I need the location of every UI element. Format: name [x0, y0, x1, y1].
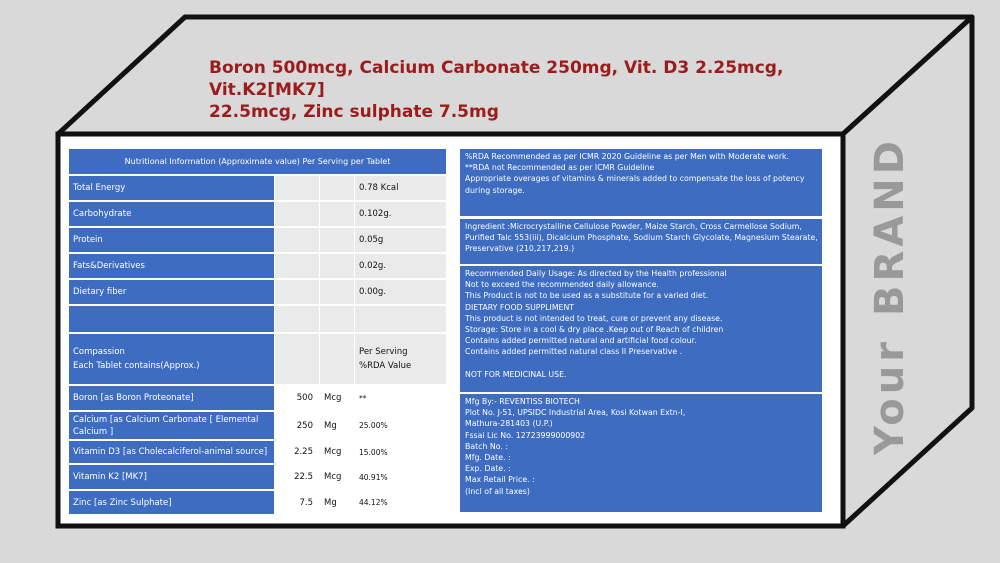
row-value: 0.05g — [355, 228, 446, 252]
ingredient-qty: 7.5 — [275, 491, 319, 514]
usage-note-panel — [460, 266, 822, 392]
mfg-note-line: Mfg By:- REVENTISS BIOTECH — [465, 397, 580, 406]
ingredient-label: Calcium [as Calcium Carbonate [ Elemental Calcium ] — [69, 412, 274, 439]
rda-note-line: **RDA not Recommended as per ICMR Guideline — [465, 163, 655, 173]
ingredient-label: Zinc [as Zinc Sulphate] — [69, 491, 274, 514]
row-label: Dietary fiber — [69, 280, 274, 304]
compassion-value-1: Per Serving — [359, 347, 408, 357]
ingredient-label: Vitamin K2 [MK7] — [69, 465, 274, 489]
row-label: Fats&Derivatives — [69, 254, 274, 278]
row-qty — [275, 176, 319, 200]
table-row-empty — [69, 306, 446, 332]
ingredient-label: Vitamin D3 [as Cholecalciferol-animal source] — [69, 441, 274, 463]
ingredient-row — [69, 441, 446, 463]
rda-note-line: during storage. — [465, 185, 525, 195]
ingredient-qty: 250 — [275, 412, 319, 439]
ingredient-unit: Mcg — [320, 441, 354, 463]
row-unit — [320, 280, 354, 304]
usage-note-line: This Product is not to be used as a substitute for a varied diet. — [465, 291, 709, 301]
rda-note-line: Appropriate overages of vitamins & minerals added to compensate the loss of potency — [465, 174, 805, 184]
mfg-note-line: Max Retail Price. : — [465, 475, 535, 485]
mfg-note-panel — [460, 394, 822, 512]
mfg-note-line: Exp. Date. : — [465, 464, 511, 474]
row-qty — [275, 228, 319, 252]
mfg-note-line: Mfg. Date. : — [465, 453, 511, 463]
ingredient-unit: Mg — [320, 491, 354, 514]
ingredient-note-line: Ingredient :Microcrystalline Cellulose Powder, Maize Starch, Cross Carmellose Sodium, — [465, 222, 802, 231]
rda-note-line: %RDA Recommended as per ICMR 2020 Guideline as per Men with Moderate work. — [465, 152, 790, 161]
table-row — [69, 254, 446, 278]
ingredient-qty: 500 — [275, 386, 319, 410]
compassion-label — [69, 334, 274, 384]
product-headline — [209, 57, 849, 123]
rda-note-panel — [460, 149, 822, 216]
row-value — [355, 306, 446, 332]
row-unit — [320, 176, 354, 200]
compassion-label-2: Each Tablet contains(Approx.) — [73, 361, 200, 371]
row-label — [69, 306, 274, 332]
row-label: Carbohydrate — [69, 202, 274, 226]
brand-word-1: Your — [867, 338, 913, 455]
row-label: Total Energy — [69, 176, 274, 200]
mfg-note-line: Plot No. J-51, UPSIDC Industrial Area, Kosi Kotwan Extn-I, — [465, 408, 686, 418]
brand-mark — [855, 95, 925, 455]
usage-note-line: This product is not intended to treat, cure or prevent any disease. — [465, 313, 723, 323]
nutrition-table-header: Nutritional Information (Approximate value) Per Serving per Tablet — [69, 149, 446, 174]
ingredient-note-line: Purified Talc 553(iii), Dicalcium Phosphate, Sodium Starch Glycolate, Magnesium Stearate, — [465, 233, 818, 243]
row-value: 0.78 Kcal — [355, 176, 446, 200]
usage-note-line: Storage: Store in a cool & dry place .Keep out of Reach of children — [465, 325, 724, 335]
usage-note-line: Contains added permitted natural class II Preservative . — [465, 347, 683, 357]
ingredient-rda: ** — [355, 386, 446, 410]
table-row — [69, 176, 446, 200]
row-qty — [275, 254, 319, 278]
ingredient-row — [69, 491, 446, 514]
row-unit — [320, 254, 354, 278]
mfg-note-line: Fssai Lic No. 12723999000902 — [465, 430, 586, 440]
ingredient-rda: 40.91% — [355, 465, 446, 489]
row-unit — [320, 306, 354, 332]
table-row — [69, 202, 446, 226]
ingredient-qty: 22.5 — [275, 465, 319, 489]
row-value: 0.00g. — [355, 280, 446, 304]
compassion-label-1: Compassion — [73, 347, 125, 357]
ingredient-row — [69, 386, 446, 410]
ingredient-rda: 25.00% — [355, 412, 446, 439]
ingredient-rda: 15.00% — [355, 441, 446, 463]
ingredient-note-panel — [460, 219, 822, 264]
ingredient-row — [69, 412, 446, 439]
headline-line-2: 22.5mcg, Zinc sulphate 7.5mg — [209, 102, 499, 122]
ingredient-label: Boron [as Boron Proteonate] — [69, 386, 274, 410]
usage-note-line: Contains added permitted natural and artificial food colour. — [465, 336, 697, 346]
mfg-note-line: Mathura-281403 (U.P.) — [465, 419, 553, 429]
compassion-value-2: %RDA Value — [359, 361, 412, 371]
ingredient-unit: Mcg — [320, 386, 354, 410]
ingredient-unit: Mg — [320, 412, 354, 439]
usage-note-line: Recommended Daily Usage: As directed by the Health professional — [465, 269, 727, 278]
table-row — [69, 228, 446, 252]
mfg-note-line: (Incl of all taxes) — [465, 486, 530, 496]
row-value: 0.02g. — [355, 254, 446, 278]
ingredient-qty: 2.25 — [275, 441, 319, 463]
mfg-note-line: Batch No. : — [465, 441, 508, 451]
row-qty — [275, 334, 319, 384]
row-unit — [320, 202, 354, 226]
row-qty — [275, 280, 319, 304]
headline-line-1: Boron 500mcg, Calcium Carbonate 250mg, Vit. D3 2.25mcg, Vit.K2[MK7] — [209, 58, 784, 100]
usage-note-line: Not to exceed the recommended daily allowance. — [465, 280, 659, 290]
row-qty — [275, 202, 319, 226]
row-unit — [320, 334, 354, 384]
compassion-row — [69, 334, 446, 384]
ingredient-note-line: Preservative (210,217,219.) — [465, 244, 575, 254]
brand-word-2: BRAND — [867, 137, 913, 317]
ingredient-rda: 44.12% — [355, 491, 446, 514]
row-label: Protein — [69, 228, 274, 252]
row-qty — [275, 306, 319, 332]
table-row — [69, 280, 446, 304]
compassion-value — [355, 334, 446, 384]
usage-note-line: NOT FOR MEDICINAL USE. — [465, 369, 567, 379]
row-value: 0.102g. — [355, 202, 446, 226]
usage-note-line: DIETARY FOOD SUPPLIMENT — [465, 302, 575, 312]
ingredient-row — [69, 465, 446, 489]
usage-note-line — [465, 358, 817, 369]
row-unit — [320, 228, 354, 252]
ingredient-unit: Mcg — [320, 465, 354, 489]
